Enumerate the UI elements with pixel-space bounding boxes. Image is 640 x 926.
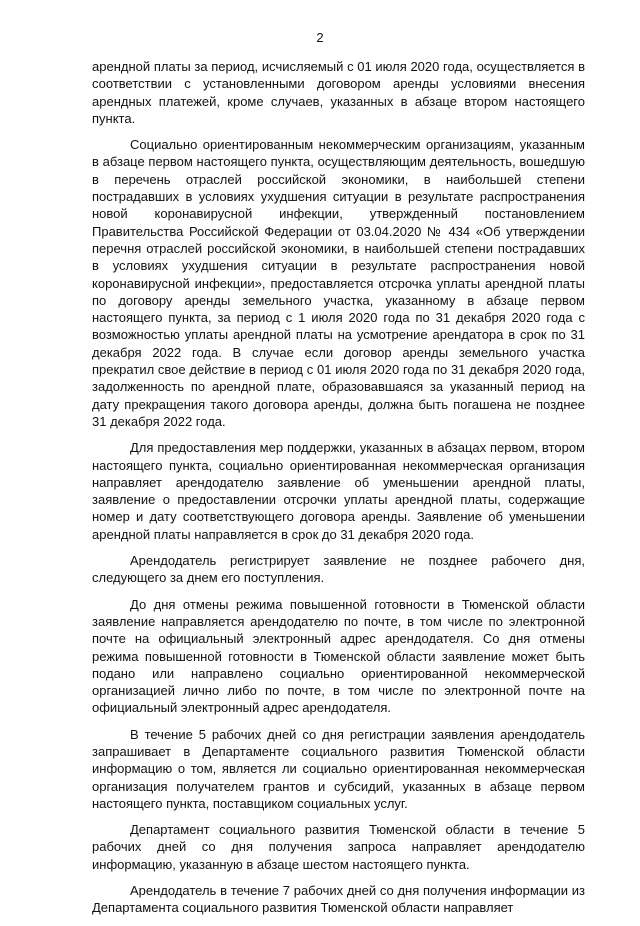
paragraph-continuation: арендной платы за период, исчисляемый с 01 июля 2020 года, осуществляется в соответствии с установленными договором аренды условиями внесения арендных платежей, кроме случаев, указанных в абзаце втором настоящего пункта. <box>92 59 585 126</box>
paragraph-department-response: Департамент социального развития Тюменской области в течение 5 рабочих дней со дня получения запроса направляет арендодателю информацию, указанную в абзаце шестом настоящего пункта. <box>92 822 585 872</box>
paragraph-submission: До дня отмены режима повышенной готовности в Тюменской области заявление направляется арендодателю по почте, в том числе по электронной почте на официальный электронный адрес арендодателя. Со дня отмены режима повышенной готовности в Тюменской области заявление может быть подано или направлено социально ориентированной некоммерческой организацией лично либо по почте, в том числе по электронной почте на официальный электронный адрес арендодателя. <box>92 596 585 716</box>
paragraph-registration: Арендодатель регистрирует заявление не позднее рабочего дня, следующего за днем его поступления. <box>92 553 585 586</box>
paragraph-request: В течение 5 рабочих дней со дня регистрации заявления арендодатель запрашивает в Департаменте социального развития Тюменской области информацию о том, является ли социально ориентированная некоммерческая организация получателем грантов и субсидий, указанных в абзаце первом настоящего пункта, поставщиком социальных услуг. <box>92 726 585 811</box>
document-body <box>92 58 585 926</box>
page-number: 2 <box>316 30 324 45</box>
paragraph-landlord-notice: Арендодатель в течение 7 рабочих дней со дня получения информации из Департамента социального развития Тюменской области направляет <box>92 883 585 916</box>
paragraph-application: Для предоставления мер поддержки, указанных в абзацах первом, втором настоящего пункта, социально ориентированная некоммерческая организация направляет арендодателю заявление об уменьшении арендной платы, заявление о предоставлении отсрочки уплаты арендной платы, содержащие номер и дату соответствующего договора аренды. Заявление об уменьшении арендной платы направляется в срок до 31 декабря 2020 года. <box>92 440 585 542</box>
paragraph-deferral: Социально ориентированным некоммерческим организациям, указанным в абзаце первом настоящего пункта, осуществляющим деятельность, вошедшую в перечень отраслей российской экономики, в наибольшей степени пострадавших в условиях ухудшения ситуации в результате распространения новой коронавирусной инфекции, утвержденный постановлением Правительства Российской Федерации от 03.04.2020 № 434 «Об утверждении перечня отраслей российской экономики, в наибольшей степени пострадавших в условиях ухудшения ситуации в результате распространения новой коронавирусной инфекции», предоставляется отсрочка уплаты арендной платы по договору аренды земельного участка, указанному в абзаце первом настоящего пункта, за период с 1 июля 2020 года по 31 декабря 2020 года с возможностью уплаты арендной платы на усмотрение арендатора в срок по 31 декабря 2022 года. В случае если договор аренды земельного участка прекратил свое действие в период с 01 июля 2020 года по 31 декабря 2020 года, задолженность по арендной плате, образовавшаяся за указанный период на дату прекращения такого договора аренды, должна быть погашена не позднее 31 декабря 2022 года. <box>92 137 585 429</box>
